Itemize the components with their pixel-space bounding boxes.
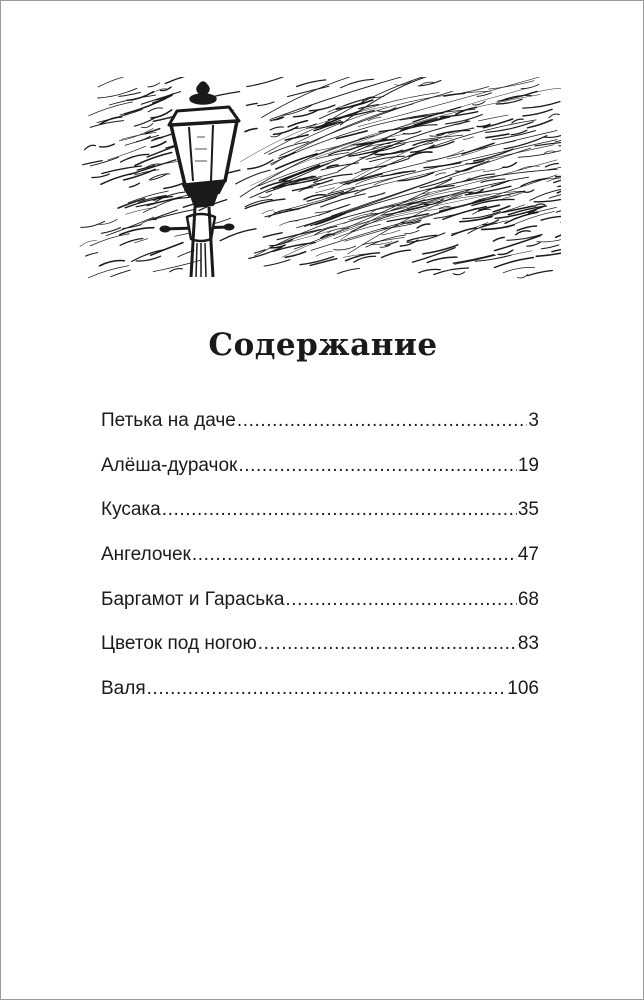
hatch-stroke [338,268,360,273]
hatch-stroke [417,224,430,228]
dot-leader [238,451,517,481]
hatch-stroke [419,269,441,272]
hatch-stroke [503,267,535,273]
hatch-stroke [148,108,162,112]
hatch-stroke [535,143,561,146]
hatch-stroke [382,230,400,235]
hatch-stroke [558,178,561,187]
hatch-stroke [527,243,540,247]
hatch-stroke [473,101,486,105]
hatch-stroke [98,77,124,87]
hatch-stroke [516,231,531,235]
hatch-stroke [511,130,527,135]
dot-leader [147,674,507,704]
hatch-stroke [149,174,170,180]
hatch-stroke [463,137,473,140]
hatch-stroke [537,238,561,242]
hatch-stroke [555,134,561,142]
hatch-stroke [534,196,561,201]
hatch-stroke [556,222,561,238]
toc-entry-page: 47 [517,544,539,566]
hatch-stroke [257,102,274,106]
hatch-stroke [283,106,311,116]
hatch-stroke [436,173,446,176]
hatch-stroke [453,272,465,275]
hatch-stroke [270,127,283,130]
toc-entry-title: Петька на даче [101,410,236,431]
dot-leader [237,406,528,436]
hatch-stroke [536,252,561,257]
hatch-stroke [136,136,150,142]
hatch-stroke [88,266,129,278]
hatch-stroke [249,247,282,259]
hatch-stroke [150,174,167,181]
hatch-stroke [280,221,299,226]
hatch-stroke [309,105,335,111]
toc-entry[interactable] [101,585,539,630]
hatch-stroke [259,194,272,197]
hatch-stroke [141,92,180,105]
hatch-stroke [403,131,421,134]
hatch-stroke [556,170,562,177]
toc-entry-title: Алёша-дурачок [101,454,238,476]
hatch-stroke [264,260,290,267]
hatch-stroke [545,164,558,167]
toc-entry-title: Баргамот и Гараська [101,588,285,610]
hatch-stroke [148,83,160,87]
dot-leader [258,629,517,659]
hatch-stroke [170,269,183,272]
hatch-stroke [334,224,381,238]
hatch-stroke [530,189,561,200]
hatch-stroke [141,220,157,224]
hatch-stroke [99,261,124,266]
toc-title: Содержание [208,327,438,363]
hatch-stroke [369,193,385,197]
toc-entry[interactable] [101,629,539,674]
toc-entry-page: 35 [517,499,539,521]
wind-stroke [275,195,490,246]
hatch-stroke [462,143,494,154]
hatch-stroke [387,214,429,222]
hatch-stroke [498,250,513,254]
hatch-stroke [486,134,509,138]
hatch-stroke [108,146,146,160]
hatch-stroke [316,251,333,256]
hatch-stroke [478,115,508,121]
hatch-stroke [118,199,145,209]
hatch-stroke [129,183,139,187]
hatch-stroke [106,217,154,236]
toc-entry[interactable] [101,674,539,719]
hatch-stroke [263,233,282,237]
hatch-stroke [523,102,560,109]
hatch-stroke [151,110,172,118]
snowstorm-hatching [80,77,561,278]
hatch-stroke [111,270,131,277]
hatch-stroke [344,174,383,185]
street-lamp-illustration [79,77,561,285]
hatch-stroke [521,85,539,89]
hatch-stroke [288,121,307,127]
hatch-stroke [151,243,183,256]
toc-entry-title: Валя [101,678,146,700]
hatch-stroke [98,88,137,98]
hatch-stroke [100,144,115,147]
hatch-stroke [405,230,420,233]
hatch-stroke [236,170,271,184]
dot-leader [285,585,516,615]
wind-stroke [358,77,557,127]
toc-list [101,406,539,719]
hatch-stroke [484,119,513,128]
hatch-stroke [453,255,494,263]
hatch-stroke [245,200,272,207]
hatch-stroke [119,129,153,141]
dot-leader [162,495,517,525]
hatch-stroke [151,142,166,148]
hatch-stroke [290,204,313,210]
hatch-stroke [368,117,381,121]
toc-entry-title: Ангелочек [101,544,191,566]
hatch-stroke [248,160,273,169]
hatch-stroke [297,80,326,87]
hatch-stroke [548,166,561,170]
hatch-stroke [247,103,258,105]
hatch-stroke [285,252,305,258]
hatch-stroke [518,149,561,157]
hatch-stroke [80,241,97,247]
hatch-stroke [407,233,445,242]
hatch-stroke [100,117,122,124]
hatch-stroke [452,228,477,236]
hatch-stroke [517,226,536,231]
hatch-stroke [355,185,380,194]
hatch-stroke [382,250,411,257]
hatch-stroke [262,210,274,214]
hatch-stroke [220,229,256,241]
toc-entry[interactable] [101,406,539,451]
hatch-stroke [541,245,559,249]
hatch-stroke [494,258,533,268]
hatch-stroke [463,212,501,219]
hatch-stroke [101,228,120,234]
hatch-stroke [526,88,561,95]
hatch-stroke [523,109,552,116]
hatch-stroke [153,260,201,272]
toc-entry-page: 68 [517,588,539,610]
hatch-stroke [447,147,488,159]
hatch-stroke [274,127,298,135]
hatch-stroke [334,246,356,250]
hatch-stroke [165,77,203,84]
hatch-stroke [549,114,560,118]
toc-entry[interactable] [101,495,539,540]
hatch-stroke [119,92,141,96]
hatch-stroke [419,81,441,86]
hatch-stroke [483,168,503,172]
hatch-stroke [86,253,98,257]
hatch-stroke [493,237,504,241]
hatch-stroke [559,138,561,146]
toc-entry[interactable] [101,451,539,496]
hatch-stroke [434,208,477,218]
toc-entry[interactable] [101,540,539,585]
hatch-stroke [528,271,553,276]
hatch-stroke [90,121,123,128]
dot-leader [192,540,517,570]
street-lamp-icon [160,82,239,277]
hatch-stroke [427,257,457,262]
hatch-stroke [285,135,308,140]
toc-entry-title: Цветок под ногою [101,633,257,655]
hatch-stroke [149,210,177,220]
hatch-stroke [85,145,96,149]
hatch-stroke [247,77,290,87]
toc-entry-page: 3 [528,410,539,431]
toc-entry-page: 19 [517,454,539,476]
hatch-stroke [541,216,561,220]
hatch-stroke [288,86,330,96]
hatch-stroke [503,163,517,168]
hatch-stroke [556,206,561,212]
toc-entry-page: 83 [517,633,539,655]
toc-entry-page: 106 [507,678,539,700]
hatch-stroke [517,274,528,278]
hatch-stroke [120,239,143,246]
hatch-stroke [92,174,109,177]
hatch-stroke [245,129,257,132]
hatch-stroke [437,130,470,134]
toc-entry-title: Кусака [101,499,161,521]
hatch-stroke [477,93,491,97]
